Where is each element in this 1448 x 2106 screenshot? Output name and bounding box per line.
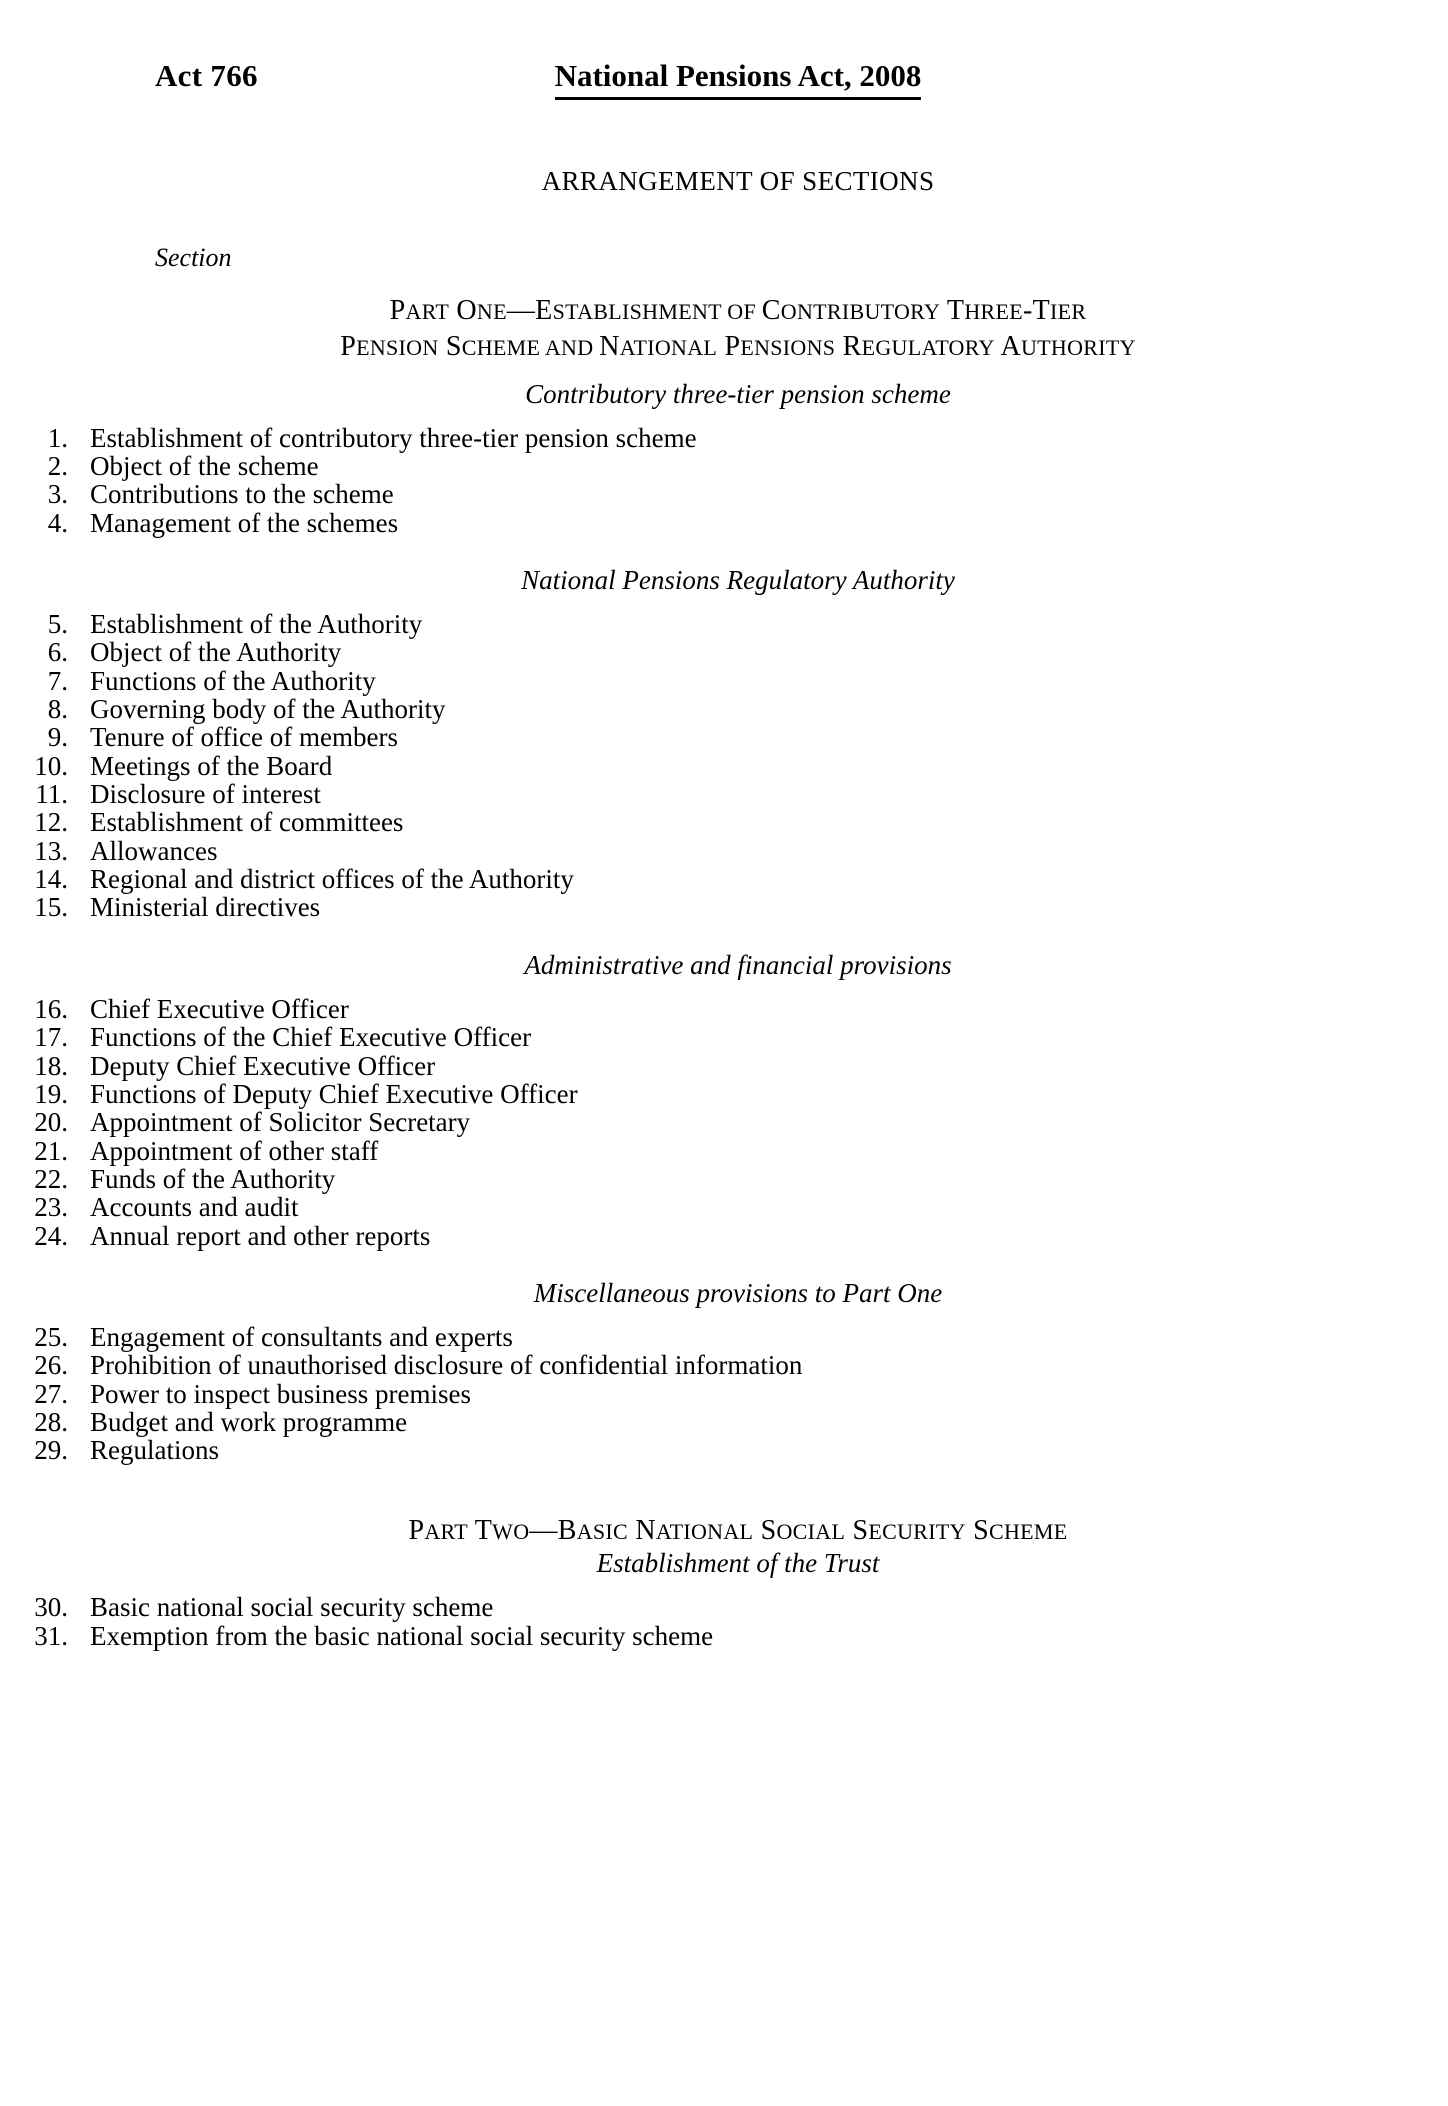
spacer xyxy=(0,1465,1448,1493)
section-title: Functions of the Authority xyxy=(90,665,376,696)
part-two-content xyxy=(0,1548,1448,1650)
section-title: Establishment of committees xyxy=(90,807,404,838)
section-list-item[interactable] xyxy=(0,1023,1448,1051)
section-title: Establishment of contributory three-tier pension scheme xyxy=(90,422,697,453)
section-number: 22. xyxy=(34,1163,68,1194)
group-subheading: Establishment of the Trust xyxy=(596,1548,880,1579)
section-title: Chief Executive Officer xyxy=(90,993,349,1024)
section-number: 18. xyxy=(34,1050,68,1081)
section-number: 28. xyxy=(34,1406,68,1437)
section-number: 12. xyxy=(34,807,68,838)
section-list-item[interactable] xyxy=(0,1436,1448,1464)
section-number: 14. xyxy=(34,864,68,895)
spacer xyxy=(0,596,1448,610)
section-title: Object of the scheme xyxy=(90,451,319,481)
section-title: Regional and district offices of the Authority xyxy=(90,864,574,895)
section-title: Management of the schemes xyxy=(90,507,399,538)
section-title: Basic national social security scheme xyxy=(90,1592,494,1623)
section-list xyxy=(0,610,1448,922)
section-number: 26. xyxy=(34,1350,68,1381)
arrangement-of-sections-title: ARRANGEMENT OF SECTIONS xyxy=(541,166,935,196)
section-list xyxy=(0,424,1448,537)
spacer xyxy=(0,365,1448,379)
section-number: 9. xyxy=(47,722,68,753)
section-number: 1. xyxy=(47,422,68,453)
part-one-heading-line-1: PART ONE—ESTABLISHMENT OF CONTRIBUTORY THREE-TIER xyxy=(389,295,1087,326)
spacer xyxy=(0,410,1448,424)
section-number: 16. xyxy=(34,993,68,1024)
spacer xyxy=(0,1579,1448,1593)
section-list-item[interactable] xyxy=(0,752,1448,780)
section-title: Object of the Authority xyxy=(90,637,342,668)
section-list-item[interactable] xyxy=(0,865,1448,893)
spacer xyxy=(0,981,1448,995)
section-title: Tenure of office of members xyxy=(90,722,398,753)
section-list-item[interactable] xyxy=(0,1080,1448,1108)
section-list-item[interactable] xyxy=(0,452,1448,480)
section-number: 5. xyxy=(47,609,68,640)
section-list-item[interactable] xyxy=(0,667,1448,695)
part-one-content xyxy=(0,365,1448,1465)
section-title: Meetings of the Board xyxy=(90,750,333,781)
section-number: 4. xyxy=(47,507,68,538)
section-title: Funds of the Authority xyxy=(90,1163,336,1194)
section-title: Engagement of consultants and experts xyxy=(90,1321,513,1352)
section-number: 30. xyxy=(34,1592,68,1623)
section-list-item[interactable] xyxy=(0,1323,1448,1351)
section-number: 25. xyxy=(34,1321,68,1352)
section-list-item[interactable] xyxy=(0,509,1448,537)
section-list xyxy=(0,1323,1448,1465)
section-list-item[interactable] xyxy=(0,837,1448,865)
section-list-item[interactable] xyxy=(0,1108,1448,1136)
section-number: 7. xyxy=(47,665,68,696)
section-title: Appointment of Solicitor Secretary xyxy=(90,1107,471,1138)
section-list-item[interactable] xyxy=(0,1380,1448,1408)
section-list-item[interactable] xyxy=(0,893,1448,921)
group-subheading: Miscellaneous provisions to Part One xyxy=(533,1277,943,1308)
section-number: 3. xyxy=(47,479,68,510)
section-number: 8. xyxy=(47,694,68,725)
spacer xyxy=(0,922,1448,950)
section-list-item[interactable] xyxy=(0,1165,1448,1193)
section-number: 15. xyxy=(34,892,68,923)
section-title: Allowances xyxy=(90,835,218,866)
part-one-heading-line-2: PENSION SCHEME AND NATIONAL PENSIONS REGULATORY AUTHORITY xyxy=(340,330,1136,362)
section-title: Functions of the Chief Executive Officer xyxy=(90,1022,532,1053)
section-number: 29. xyxy=(34,1435,68,1466)
part-one-heading xyxy=(0,293,1448,365)
section-list-item[interactable] xyxy=(0,480,1448,508)
section-list-item[interactable] xyxy=(0,638,1448,666)
group-subheading: Contributory three-tier pension scheme xyxy=(525,378,951,409)
section-list-item[interactable] xyxy=(0,1052,1448,1080)
act-title-text: National Pensions Act, 2008 xyxy=(555,58,922,100)
section-title: Exemption from the basic national social security scheme xyxy=(90,1620,714,1651)
section-column-label: Section xyxy=(155,243,232,272)
page-header xyxy=(0,58,1448,118)
group-subheading: National Pensions Regulatory Authority xyxy=(521,565,955,596)
section-title: Annual report and other reports xyxy=(90,1220,431,1251)
section-title: Accounts and audit xyxy=(90,1192,299,1223)
section-list-item[interactable] xyxy=(0,780,1448,808)
section-number: 20. xyxy=(34,1107,68,1138)
section-number: 23. xyxy=(34,1192,68,1223)
section-list-item[interactable] xyxy=(0,1408,1448,1436)
section-list-item[interactable] xyxy=(0,723,1448,751)
section-title: Functions of Deputy Chief Executive Officer xyxy=(90,1078,578,1109)
section-list-item[interactable] xyxy=(0,808,1448,836)
spacer xyxy=(0,1309,1448,1323)
section-number: 17. xyxy=(34,1022,68,1053)
section-title: Establishment of the Authority xyxy=(90,609,423,640)
section-number: 21. xyxy=(34,1135,68,1166)
section-number: 27. xyxy=(34,1378,68,1409)
section-number: 13. xyxy=(34,835,68,866)
section-list-item[interactable] xyxy=(0,1222,1448,1250)
document-page xyxy=(0,58,1448,2106)
section-number: 31. xyxy=(34,1620,68,1651)
section-list-item[interactable] xyxy=(0,610,1448,638)
section-list-item[interactable] xyxy=(0,1351,1448,1379)
group-subheading: Administrative and financial provisions xyxy=(524,949,952,980)
section-number: 24. xyxy=(34,1220,68,1251)
section-number: 10. xyxy=(34,750,68,781)
section-number: 2. xyxy=(47,451,68,481)
spacer xyxy=(0,537,1448,565)
section-list-item[interactable] xyxy=(0,1193,1448,1221)
part-two-heading-line-1: PART TWO—BASIC NATIONAL SOCIAL SECURITY SCHEME xyxy=(408,1514,1068,1546)
act-number: Act 766 xyxy=(155,58,258,93)
section-title: Contributions to the scheme xyxy=(90,479,394,510)
spacer xyxy=(0,1250,1448,1278)
section-number: 19. xyxy=(34,1078,68,1109)
section-list-item[interactable] xyxy=(0,1622,1448,1650)
section-list-item[interactable] xyxy=(0,424,1448,452)
section-title: Regulations xyxy=(90,1435,219,1466)
section-list xyxy=(0,1593,1448,1650)
section-list-item[interactable] xyxy=(0,995,1448,1023)
section-title: Power to inspect business premises xyxy=(90,1378,471,1409)
act-title xyxy=(0,58,1448,94)
section-number: 6. xyxy=(47,637,68,668)
section-list-item[interactable] xyxy=(0,695,1448,723)
section-title: Appointment of other staff xyxy=(90,1135,379,1166)
section-list xyxy=(0,995,1448,1250)
section-title: Governing body of the Authority xyxy=(90,694,446,725)
section-list-item[interactable] xyxy=(0,1593,1448,1621)
section-title: Prohibition of unauthorised disclosure of confidential information xyxy=(90,1350,803,1381)
part-two-heading xyxy=(0,1513,1448,1549)
section-title: Deputy Chief Executive Officer xyxy=(90,1050,436,1081)
section-title: Budget and work programme xyxy=(90,1406,408,1437)
section-list-item[interactable] xyxy=(0,1137,1448,1165)
section-number: 11. xyxy=(35,779,68,810)
section-title: Ministerial directives xyxy=(90,892,321,923)
section-title: Disclosure of interest xyxy=(90,779,321,810)
